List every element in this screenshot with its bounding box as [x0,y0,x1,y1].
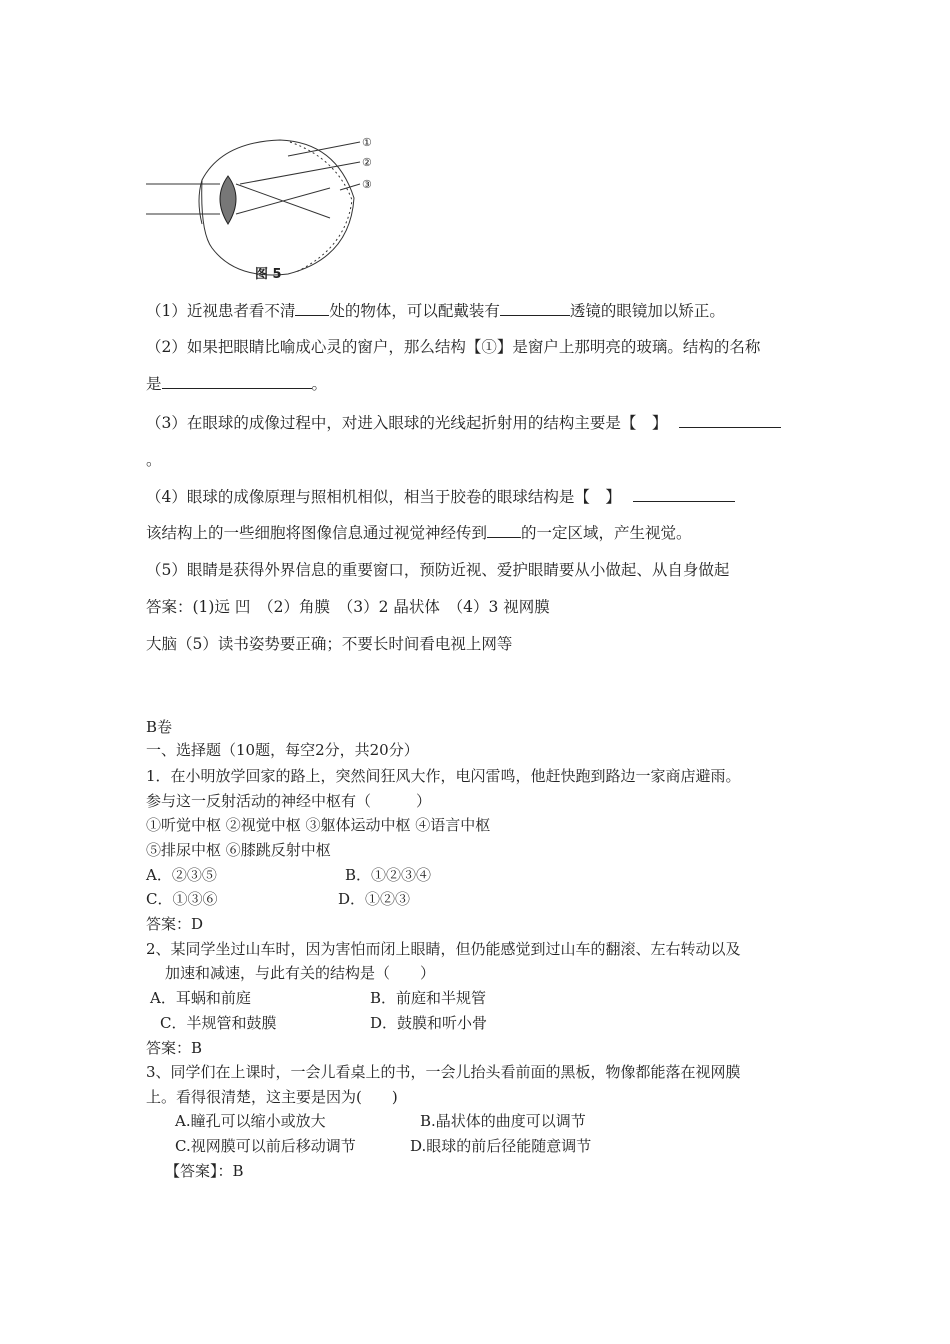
b-q2-line-2: 加速和减速，与此有关的结构是（ ） [165,964,436,982]
answer-line-2: 大脑（5）读书姿势要正确；不要长时间看电视上网等 [146,635,513,653]
q2-blank [162,373,312,389]
q1-text-b: 处的物体，可以配戴装有 [329,302,500,320]
b-q3-option-c: C.视网膜可以前后移动调节 [175,1137,356,1155]
b-q1-option-b: B．①②③④ [345,866,432,884]
q4-blank-2 [487,522,521,538]
section-heading: 一、选择题（10题，每空2分，共20分） [146,741,419,759]
question-4-line-2 [146,522,692,543]
b-q3-option-d: D.眼球的前后径能随意调节 [410,1137,592,1155]
marker-1: ① [362,136,372,149]
b-q3-option-a: A.瞳孔可以缩小或放大 [175,1112,326,1130]
b-q1-line-2: 参与这一反射活动的神经中枢有（ ） [146,792,432,810]
question-2-line-1: （2）如果把眼睛比喻成心灵的窗户，那么结构【①】是窗户上那明亮的玻璃。结构的名称 [146,338,761,356]
q4-blank-1 [633,486,735,502]
eye-diagram [140,128,380,284]
marker-3: ③ [362,178,372,191]
b-q1-line-3: ①听觉中枢 ②视觉中枢 ③躯体运动中枢 ④语言中枢 [146,816,491,834]
q3-blank [679,412,781,428]
q2-text-b: 是 [146,375,162,393]
marker-2: ② [362,156,372,169]
b-q2-option-a: A．耳蜗和前庭 [150,989,251,1007]
b-q1-answer: 答案：D [146,915,204,933]
question-3-end: 。 [146,451,162,469]
q1-text-c: 透镜的眼镜加以矫正。 [569,302,725,320]
question-1 [146,300,725,321]
q4-text-a: （4）眼球的成像原理与照相机相似，相当于胶卷的眼球结构是【 】 [146,488,621,506]
question-4 [146,486,735,507]
q3-text-a: （3）在眼球的成像过程中，对进入眼球的光线起折射用的结构主要是【 】 [146,414,668,432]
b-q1-option-d: D．①②③ [338,890,411,908]
q4-text-c: 的一定区域，产生视觉。 [521,524,692,542]
part-b-title: B卷 [146,718,173,736]
b-q2-answer: 答案：B [146,1039,203,1057]
question-5: （5）眼睛是获得外界信息的重要窗口，预防近视、爱护眼睛要从小做起、从自身做起 [146,561,730,579]
q1-blank-2 [500,300,570,316]
q4-text-b: 该结构上的一些细胞将图像信息通过视觉神经传到 [146,524,488,542]
lens-shape [220,176,236,224]
figure-caption: 图 5 [255,267,282,282]
b-q1-option-a: A．②③⑤ [146,866,217,884]
b-q2-option-b: B．前庭和半规管 [370,989,487,1007]
b-q1-option-c: C．①③⑥ [146,890,218,908]
b-q2-option-d: D．鼓膜和听小骨 [370,1014,488,1032]
b-q3-answer: 【答案】：B [165,1162,244,1180]
answer-line-1: 答案：(1)远 凹 （2）角膜 （3）2 晶状体 （4）3 视网膜 [146,598,550,616]
q1-blank-1 [295,300,329,316]
b-q3-line-2: 上。看得很清楚，这主要是因为( ) [146,1088,398,1106]
b-q2-line-1: 2、某同学坐过山车时，因为害怕而闭上眼睛，但仍能感觉到过山车的翻滚、左右转动以及 [146,940,741,958]
b-q3-line-1: 3、同学们在上课时，一会儿看桌上的书，一会儿抬头看前面的黑板，物像都能落在视网膜 [146,1063,741,1081]
b-q3-option-b: B.晶状体的曲度可以调节 [420,1112,586,1130]
b-q1-line-4: ⑤排尿中枢 ⑥膝跳反射中枢 [146,841,331,859]
question-3 [146,412,781,433]
q1-text-a: （1）近视患者看不清 [146,302,296,320]
question-2-line-2 [146,373,327,394]
b-q1-line-1: 1．在小明放学回家的路上，突然间狂风大作，电闪雷鸣，他赶快跑到路边一家商店避雨。 [146,767,741,785]
q2-text-c: 。 [311,375,328,393]
b-q2-option-c: C．半规管和鼓膜 [160,1014,277,1032]
